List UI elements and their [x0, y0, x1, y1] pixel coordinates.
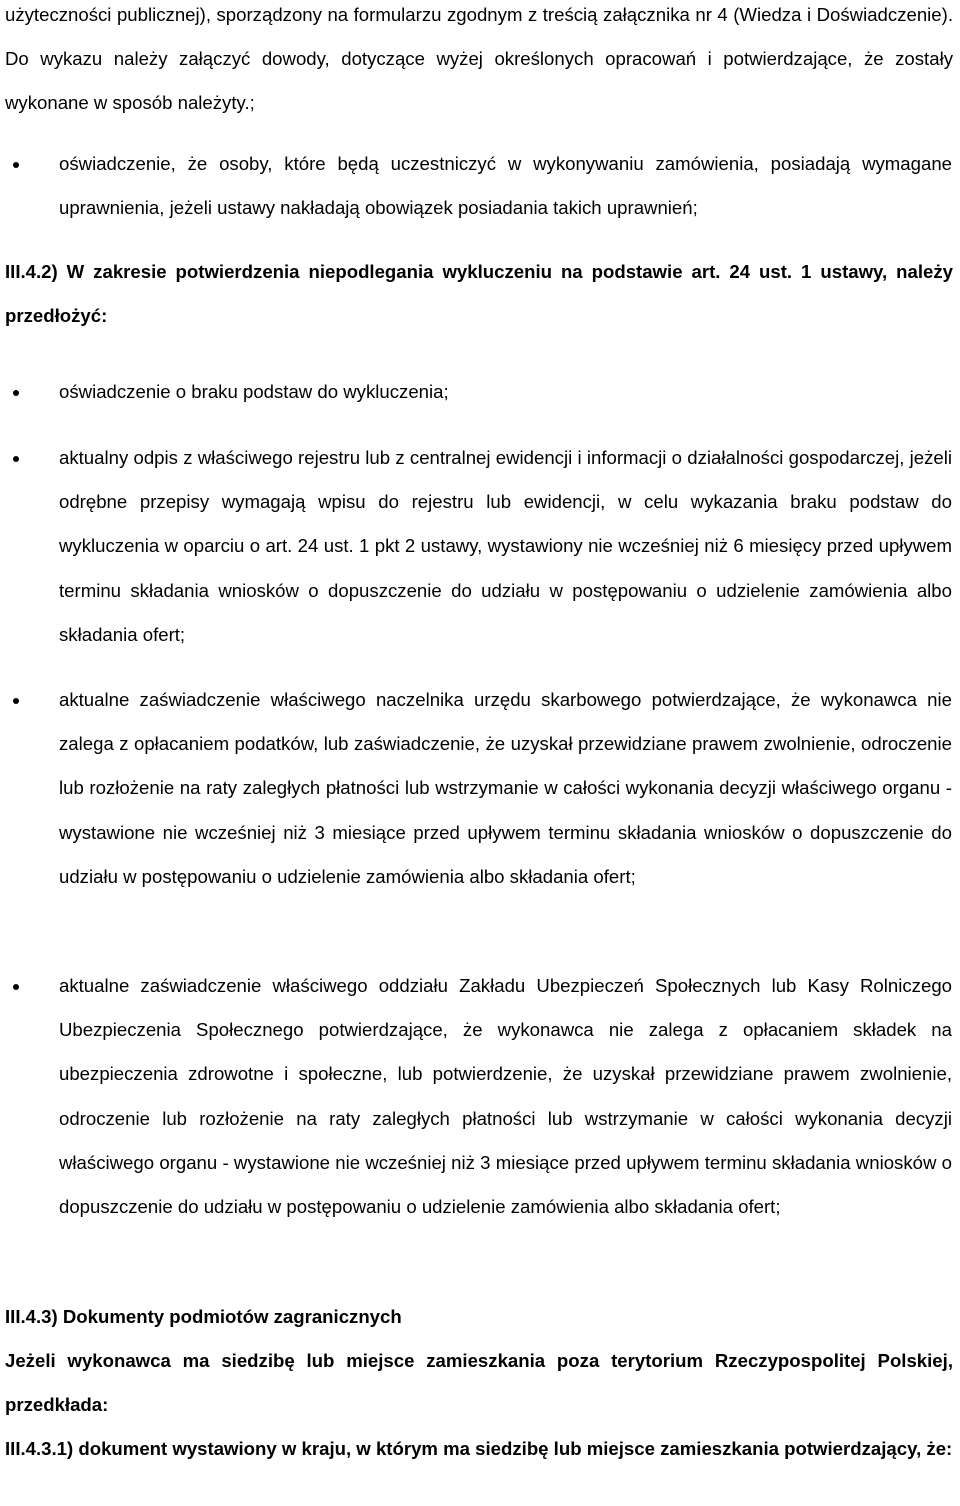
section-heading-3-4-2: III.4.2) W zakresie potwierdzenia niepodlegania wykluczeniu na podstawie art. 24 ust. 1 ustawy, należy przedłożyć:	[5, 261, 953, 327]
list-item-text: aktualne zaświadczenie właściwego naczelnika urzędu skarbowego potwierdzające, że wykonawca nie zalega z opłacaniem podatków, lub zaświadczenie, że uzyskał przewidziane prawem zwolnienie, odroczenie lub rozłożenie na raty zaległych płatności lub wstrzymanie w całości wykonania decyzji właściwego organu - wystawione nie wcześniej niż 3 miesiące przed upływem terminu składania wniosków o dopuszczenie do udziału w postępowaniu o udzielenie zamówienia albo składania ofert;	[59, 689, 952, 887]
list-item-text: aktualny odpis z właściwego rejestru lub z centralnej ewidencji i informacji o działalności gospodarczej, jeżeli odrębne przepisy wymagają wpisu do rejestru lub ewidencji, w celu wykazania braku podstaw do wykluczenia w oparciu o art. 24 ust. 1 pkt 2 ustawy, wystawiony nie wcześniej niż 6 miesięcy przed upływem terminu składania wniosków o dopuszczenie do udziału w postępowaniu o udzielenie zamówienia albo składania ofert;	[59, 447, 952, 645]
bullet-icon	[13, 390, 19, 396]
bullet-icon	[13, 984, 19, 990]
list-item-text: aktualne zaświadczenie właściwego oddziału Zakładu Ubezpieczeń Społecznych lub Kasy Rolniczego Ubezpieczenia Społecznego potwierdzające, że wykonawca nie zalega z opłacaniem składek na ubezpieczenia zdrowotne i społeczne, lub potwierdzenie, że uzyskał przewidziane prawem zwolnienie, odroczenie lub rozłożenie na raty zaległych płatności lub wstrzymanie w całości wykonania decyzji właściwego organu - wystawione nie wcześniej niż 3 miesiące przed upływem terminu składania wniosków o dopuszczenie do udziału w postępowaniu o udzielenie zamówienia albo składania ofert;	[59, 975, 952, 1218]
section-subheading: Jeżeli wykonawca ma siedzibę lub miejsce zamieszkania poza terytorium Rzeczypospolitej Polskiej, przedkłada:	[5, 1350, 953, 1416]
bullet-icon	[13, 456, 19, 462]
bullet-icon	[13, 698, 19, 704]
list-item-text: oświadczenie, że osoby, które będą uczestniczyć w wykonywaniu zamówienia, posiadają wymagane uprawnienia, jeżeli ustawy nakładają obowiązek posiadania takich uprawnień;	[59, 153, 952, 219]
section-heading-3-4-3: III.4.3) Dokumenty podmiotów zagranicznych	[5, 1306, 402, 1327]
intro-paragraph: użyteczności publicznej), sporządzony na formularzu zgodnym z treścią załącznika nr 4 (Wiedza i Doświadczenie). Do wykazu należy załączyć dowody, dotyczące wyżej określonych opracowań i potwierdzające, że zostały wykonane w sposób należyty.;	[5, 4, 953, 114]
subsection-heading-3-4-3-1: III.4.3.1) dokument wystawiony w kraju, w którym ma siedzibę lub miejsce zamieszkania potwierdzający, że:	[5, 1438, 953, 1459]
list-item-text: oświadczenie o braku podstaw do wykluczenia;	[59, 381, 449, 402]
bullet-icon	[13, 162, 19, 168]
